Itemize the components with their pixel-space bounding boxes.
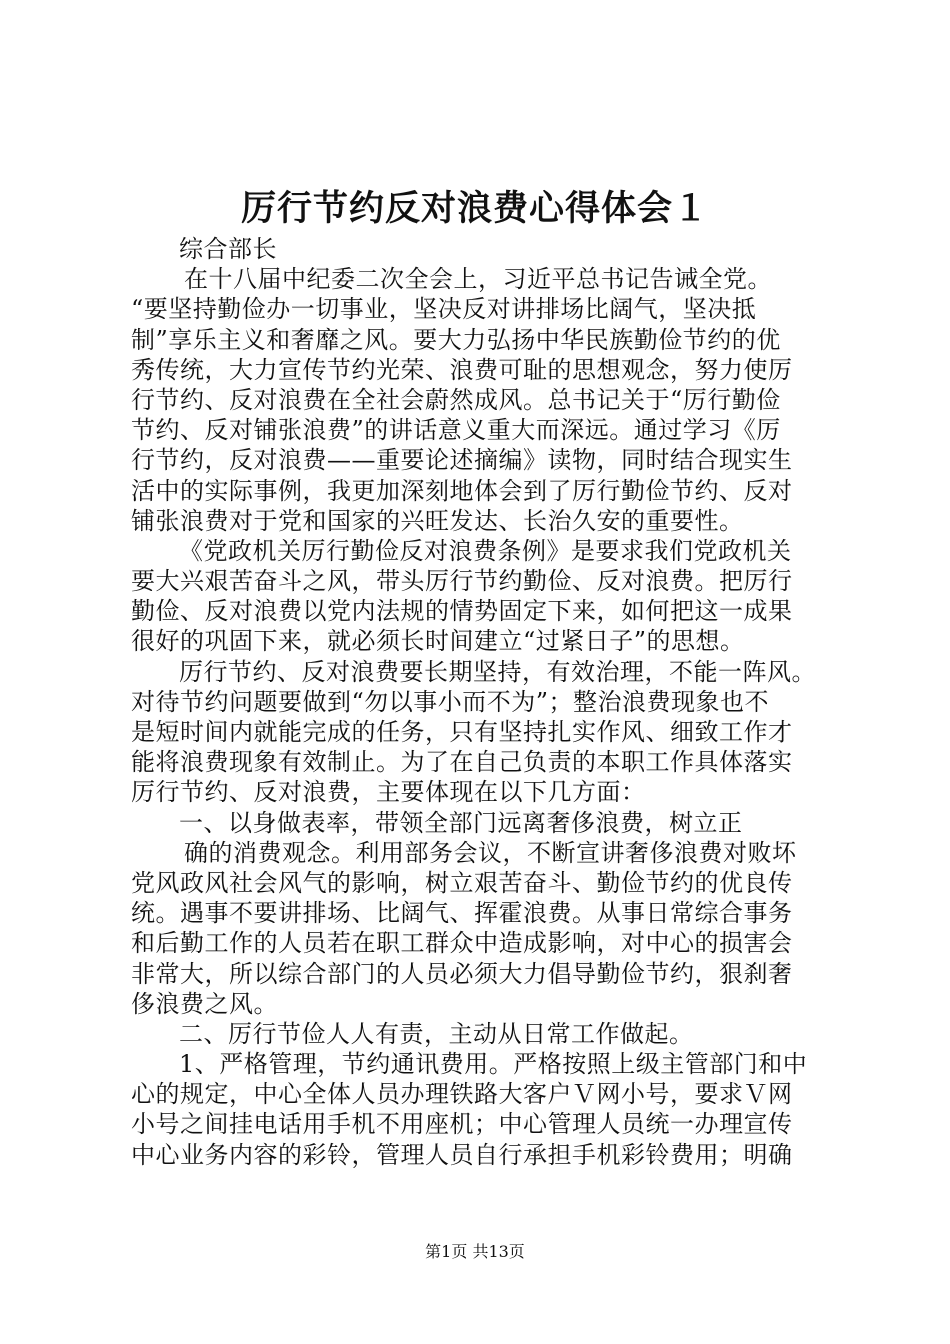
paragraph-line: 要大兴艰苦奋斗之风，带头厉行节约勤俭、反对浪费。把厉行 [131,567,793,596]
paragraph-line: 心的规定，中心全体人员办理铁路大客户Ｖ网小号，要求Ｖ网 [131,1080,793,1109]
paragraph-line: 对待节约问题要做到“勿以事小而不为”；整治浪费现象也不 [131,687,770,716]
paragraph-line: 很好的巩固下来，就必须长时间建立“过紧日子”的思想。 [131,627,745,656]
paragraph-line: 制”享乐主义和奢靡之风。要大力弘扬中华民族勤俭节约的优 [131,325,781,354]
page-footer: 第1页 共13页 [425,1242,525,1261]
paragraph-line: 在十八届中纪委二次全会上，习近平总书记告诫全党。 [184,265,772,294]
paragraph-line: 1、严格管理，节约通讯费用。严格按照上级主管部门和中 [179,1050,808,1079]
paragraph-line: 侈浪费之风。 [131,989,278,1018]
paragraph-line: 铺张浪费对于党和国家的兴旺发达、长治久安的重要性。 [131,506,744,535]
paragraph-line: 秀传统，大力宣传节约光荣、浪费可耻的思想观念，努力使厉 [131,355,793,384]
section-heading-line: 二、厉行节俭人人有责，主动从日常工作做起。 [179,1019,694,1048]
paragraph-line: 非常大，所以综合部门的人员必须大力倡导勤俭节约，狠刹奢 [131,959,793,988]
paragraph-line: 节约、反对铺张浪费”的讲话意义重大而深远。通过学习《厉 [131,416,781,445]
paragraph-line: “要坚持勤俭办一切事业，坚决反对讲排场比阔气，坚决抵 [131,295,757,324]
paragraph-line: 厉行节约、反对浪费，主要体现在以下几方面： [131,778,646,807]
paragraph-line: 行节约、反对浪费在全社会蔚然成风。总书记关于“厉行勤俭 [131,385,781,414]
section-heading-line: 一、以身做表率，带领全部门远离奢侈浪费，树立正 [179,808,743,837]
paragraph-line: 党风政风社会风气的影响，树立艰苦奋斗、勤俭节约的优良传 [131,868,793,897]
paragraph-line: 小号之间挂电话用手机不用座机；中心管理人员统一办理宣传 [131,1110,793,1139]
paragraph-line: 和后勤工作的人员若在职工群众中造成影响，对中心的损害会 [131,929,793,958]
paragraph-line: 统。遇事不要讲排场、比阔气、挥霍浪费。从事日常综合事务 [131,899,793,928]
paragraph-line: 确的消费观念。利用部务会议，不断宣讲奢侈浪费对败坏 [184,838,797,867]
author-line: 综合部长 [179,235,277,263]
paragraph-line: 能将浪费现象有效制止。为了在自己负责的本职工作具体落实 [131,748,793,777]
paragraph-line: 是短时间内就能完成的任务，只有坚持扎实作风、细致工作才 [131,718,793,746]
paragraph-line: 行节约，反对浪费——重要论述摘编》读物，同时结合现实生 [131,446,793,475]
paragraph-line: 活中的实际事例，我更加深刻地体会到了厉行勤俭节约、反对 [131,476,793,505]
paragraph-line: 中心业务内容的彩铃，管理人员自行承担手机彩铃费用；明确 [131,1140,793,1169]
paragraph-line: 勤俭、反对浪费以党内法规的情势固定下来，如何把这一成果 [131,597,793,626]
paragraph-line: 厉行节约、反对浪费要长期坚持，有效治理，不能一阵风。 [179,657,816,686]
document-title: 厉行节约反对浪费心得体会１ [240,188,709,229]
document-body [131,234,841,1170]
paragraph-line: 《党政机关厉行勤俭反对浪费条例》是要求我们党政机关 [179,536,792,565]
